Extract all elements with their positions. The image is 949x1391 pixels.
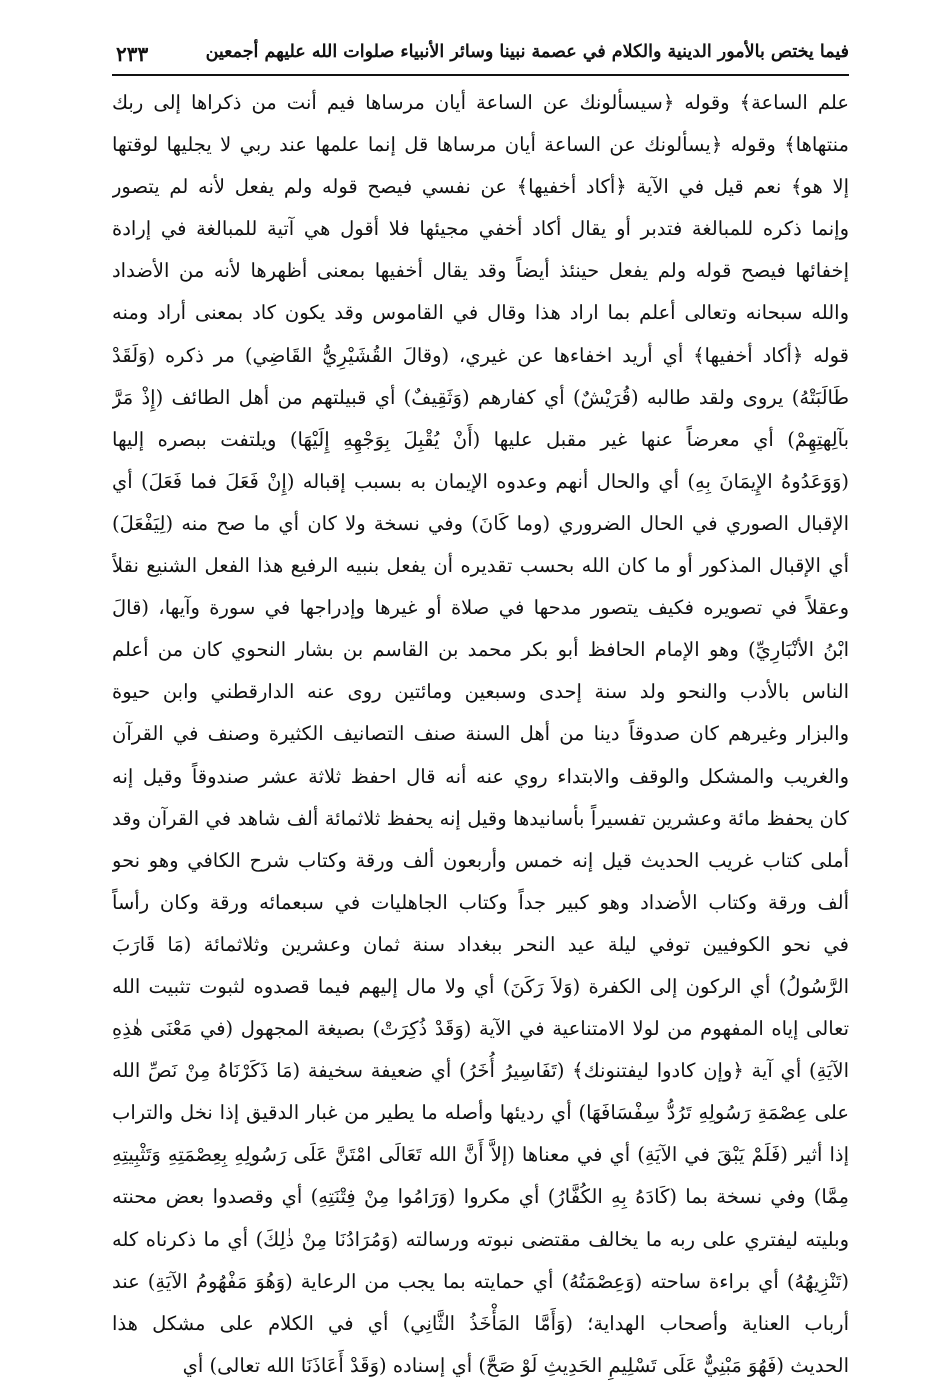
text-line: الحديث (فَهُوَ مَبْنِيٌّ عَلَى تَسْلِيمِ الحَدِيثِ لَوْ صَحَّ) أي إسناده (وَقَدْ أَعَاذَنَا الله تعالى) أي (182, 1353, 849, 1377)
text-line: والبزار وغيرهم كان صدوقاً دينا من أهل السنة صنف التصانيف الكثيرة وصنف في القرآن (112, 722, 849, 746)
body-text (112, 82, 849, 1387)
text-line: بآلِهتِهِمْ) أي معرضاً عنها غير مقبل عليها (أَنْ يُقْبِلَ بِوَجْهِهِ إِلَيْهَا) ويلتفت ببصره إليها (112, 427, 849, 451)
header-title: فيما يختص بالأمور الدينية والكلام في عصمة نبينا وسائر الأنبياء صلوات الله عليهم أجمعين (205, 42, 849, 62)
text-line: وعقلاً في تصويره فكيف يتصور مدحها في صلاة أو غيرها وإدراجها في سورة وآيها، (قالَ (112, 596, 849, 620)
text-line: وإنما ذكره للمبالغة فتدبر أو يقال أكاد أخفي مجيئها فلا أقول هي آتية للمبالغة في إرادة (112, 217, 849, 241)
text-line: علم الساعة﴾ وقوله ﴿سيسألونك عن الساعة أيان مرساها فيم أنت من ذكراها إلى ربك (112, 91, 849, 114)
text-line: (وَوَعَدُوهُ الإِيمَانَ بِهِ) أي والحال أنهم وعدوه الإيمان به بسبب إقباله (إِنْ فَعَلَ فما فَعَلَ) أي (112, 469, 849, 493)
text-line: إلا هو﴾ نعم قيل في الآية ﴿أكاد أخفيها﴾ عن نفسي فيصح قوله ولم يفعل لأنه لم يتصور (112, 175, 849, 199)
text-line: تعالى إياه المفهوم من لولا الامتناعية في الآية (وَقَدْ ذُكِرَتْ) بصيغة المجهول (في مَعْنَى هٰذِهِ (112, 1017, 849, 1041)
text-line: قوله ﴿أكاد أخفيها﴾ أي أريد اخفاءها عن غيري، (وقالَ القُشَيْرِيُّ القَاضِي) مر ذكره (وَلَقَدْ (112, 343, 849, 367)
text-line: أي الإقبال المذكور أو ما كان الله بحسب تقديره أن يفعل بنبيه الرفيع هذا الفعل الشنيع نقلاً (112, 554, 849, 578)
text-line: الناس بالأدب والنحو ولد سنة إحدى وسبعين ومائتين روى عنه الدارقطني وابن حيوة (112, 680, 849, 704)
text-line: إخفائها فيصح قوله ولم يفعل حينئذ أيضاً وقد يقال أخفيها بمعنى أظهرها لأنه من الأضداد (112, 259, 849, 283)
text-line: وبليته ليفتري على ربه ما يخالف مقتضى نبوته ورسالته (وَمُرَادُنَا مِنْ ذٰلِكَ) أي ما ذكرناه كله (112, 1227, 849, 1251)
page-number: ٢٣٣ (116, 42, 149, 66)
text-line: الإقبال الصوري في الحال الضروري (وما كَانَ) وفي نسخة ولا كان أي ما صح منه (لِيَفْعَلَ) (112, 511, 849, 535)
text-line: كان يحفظ مائة وعشرين تفسيراً بأسانيدها وقيل إنه يحفظ ثلاثمائة ألف شاهد في القرآن وقد (112, 806, 849, 830)
text-line: مِمَّا) وفي نسخة بما (كَادَهُ بِهِ الكُفَّارُ) أي مكروا (وَرَامُوا مِنْ فِتْنَتِهِ) أي وقصدوا بعض محنته (112, 1185, 849, 1209)
book-page (112, 30, 849, 1387)
text-line: ألف ورقة وكتاب الأضداد وهو كبير جداً وكتاب الجاهليات في سبعمائه ورقة وكان رأساً (112, 890, 849, 914)
text-line: إذا أثير (فَلَمْ يَبْقَ في الآيَةِ) أي في معناها (إلاَّ أَنَّ الله تَعَالَى امْتَنَّ عَلَى رَسُولِهِ بِعِصْمَتِهِ وَتَثْبِيتِهِ (112, 1143, 849, 1167)
text-line: والغريب والمشكل والوقف والابتداء روي عنه أنه قال احفظ ثلاثة عشر صندوقاً وقيل إنه (112, 764, 849, 788)
running-header (112, 30, 849, 76)
text-line: طَالَبَتْهُ) يروى ولقد طالبه (قُرَيْشٌ) أي كفارهم (وَثَقِيفٌ) أي قبيلتهم من أهل الطائف (إِذْ مَرَّ (112, 385, 849, 409)
text-line: (تَنْزِيهُهُ) أي براءة ساحته (وَعِصْمَتُهُ) أي حمايته بما يجب من الرعاية (وَهُوَ مَفْهُومُ الآيَةِ) عند (112, 1269, 849, 1293)
text-line: ابْنُ الأنْبَارِيِّ) وهو الإمام الحافظ أبو بكر محمد بن القاسم بن بشار النحوي كان من أعلم (112, 638, 849, 662)
text-line: منتهاها﴾ وقوله ﴿يسألونك عن الساعة أيان مرساها قل إنما علمها عند ربي لا يجليها لوقتها (112, 133, 849, 157)
text-line: الرَّسُولُ) أي الركون إلى الكفرة (وَلاَ رَكَنَ) أي ولا مال إليهم فيما قصدوه لثبوت تثبيت الله (112, 974, 849, 998)
text-line: على عِصْمَةِ رَسُولِهِ تَرُدُّ سِفْسَافَهَا) أي رديئها وأصله ما يطير من غبار الدقيق إذا نخل والتراب (112, 1101, 849, 1125)
text-line: أملى كتاب غريب الحديث قيل إنه خمس وأربعون ألف ورقة وكتاب شرح الكافي وهو نحو (112, 848, 849, 872)
text-line: والله سبحانه وتعالى أعلم بما اراد هذا وقال في القاموس وقد يكون كاد بمعنى أراد ومنه (112, 301, 849, 325)
text-line: في نحو الكوفيين توفي ليلة عيد النحر ببغداد سنة ثمان وعشرين وثلاثمائة (مَا قَارَبَ (112, 932, 849, 956)
text-line: الآيَةِ) أي آية ﴿وإن كادوا ليفتنونك﴾ (تَفَاسِيرُ أُخَرُ) أي ضعيفة سخيفة (مَا ذَكَرْنَاهُ مِنْ نَصِّ الله (112, 1059, 849, 1083)
text-line: أرباب العناية وأصحاب الهداية؛ (وَأَمَّا المَأْخَذُ الثَّانِي) أي في الكلام على مشكل هذا (112, 1311, 849, 1335)
